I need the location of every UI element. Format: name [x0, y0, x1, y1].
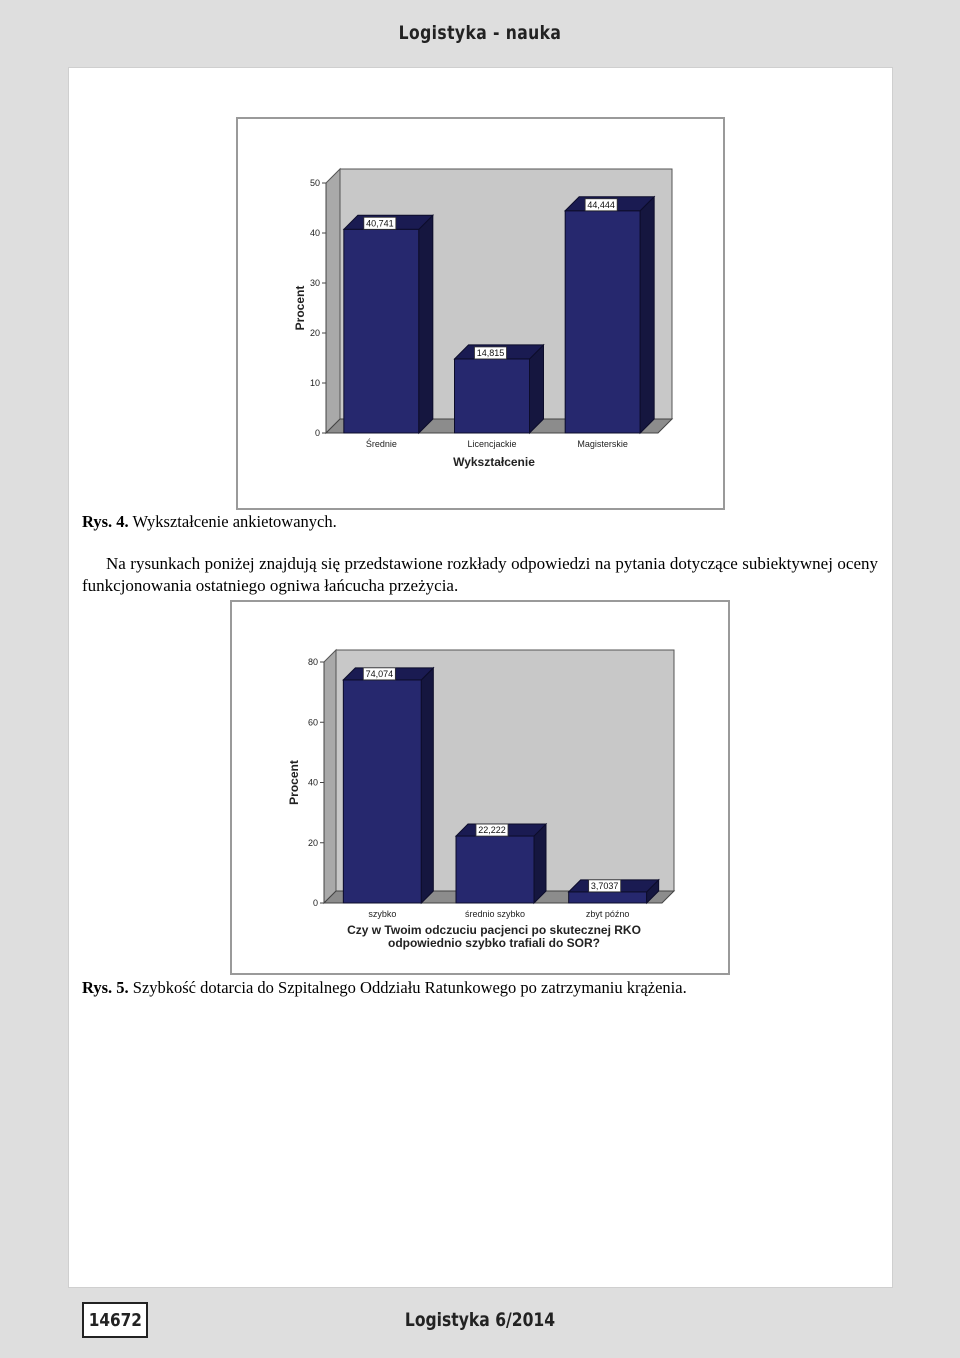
y-tick-label: 20	[307, 837, 318, 848]
x-tick-label: Licencjackie	[467, 439, 517, 449]
x-axis-title: odpowiednio szybko trafiali do SOR?	[387, 936, 601, 950]
figure-4-caption	[82, 512, 337, 532]
bar-side	[421, 668, 433, 903]
x-tick-label: szybko	[368, 909, 397, 919]
bar	[455, 359, 530, 433]
y-axis-title: Procent	[293, 285, 307, 331]
page-number: 14672	[88, 1309, 142, 1331]
y-tick-label: 10	[309, 378, 320, 388]
bar-side	[530, 345, 544, 433]
data-label: 44,444	[587, 199, 615, 210]
figure-4-caption-text: Wykształcenie ankietowanych.	[128, 512, 337, 531]
y-tick-label: 80	[307, 657, 318, 667]
bar	[343, 680, 421, 903]
data-label: 14,815	[476, 347, 505, 358]
y-tick-label: 20	[309, 328, 320, 338]
bar	[569, 892, 647, 903]
y-tick-label: 0	[314, 428, 320, 438]
data-label: 74,074	[365, 668, 394, 679]
bar-side	[419, 215, 433, 433]
figure-4-chart	[236, 117, 725, 510]
y-axis-title: Procent	[287, 760, 301, 805]
figure-5-caption	[82, 978, 687, 998]
data-label: 3,7037	[590, 880, 619, 891]
x-axis-title: Wykształcenie	[453, 455, 535, 469]
figure-5-caption-label: Rys. 5.	[82, 978, 129, 997]
x-tick-label: zbyt późno	[585, 909, 630, 919]
figure-4-caption-label: Rys. 4.	[82, 512, 129, 531]
figure-5-chart	[230, 600, 730, 975]
data-label: 22,222	[478, 825, 506, 836]
speed-bar-chart	[232, 602, 728, 973]
footer-journal: Logistyka 6/2014	[404, 1309, 556, 1331]
y-tick-label: 50	[309, 178, 320, 188]
y-tick-label: 0	[312, 898, 318, 908]
x-tick-label: średnio szybko	[464, 909, 526, 919]
education-bar-chart	[238, 119, 723, 508]
y-tick-label: 30	[309, 278, 320, 288]
bar	[344, 229, 419, 433]
plot-left-wall	[326, 169, 340, 433]
running-header: Logistyka - nauka	[398, 22, 562, 44]
x-tick-label: Magisterskie	[577, 439, 628, 449]
body-paragraph: Na rysunkach poniżej znajdują się przedstawione rozkłady odpowiedzi na pytania dotyczące subiektywnej oceny funkcjonowania ostatniego ogniwa łańcucha przeżycia.	[82, 554, 878, 595]
x-tick-label: Średnie	[365, 439, 397, 449]
y-tick-label: 40	[307, 777, 318, 788]
bar	[565, 211, 640, 433]
data-label: 40,741	[366, 218, 394, 229]
y-tick-label: 40	[309, 228, 320, 238]
bar-side	[640, 197, 654, 433]
x-axis-title: Czy w Twoim odczuciu pacjenci po skutecznej RKO	[347, 923, 641, 937]
y-tick-label: 60	[307, 717, 318, 728]
figure-5-caption-text: Szybkość dotarcia do Szpitalnego Oddziału Ratunkowego po zatrzymaniu krążenia.	[128, 978, 687, 997]
bar	[456, 836, 534, 903]
bar-side	[534, 824, 546, 903]
plot-left-wall	[324, 650, 336, 903]
